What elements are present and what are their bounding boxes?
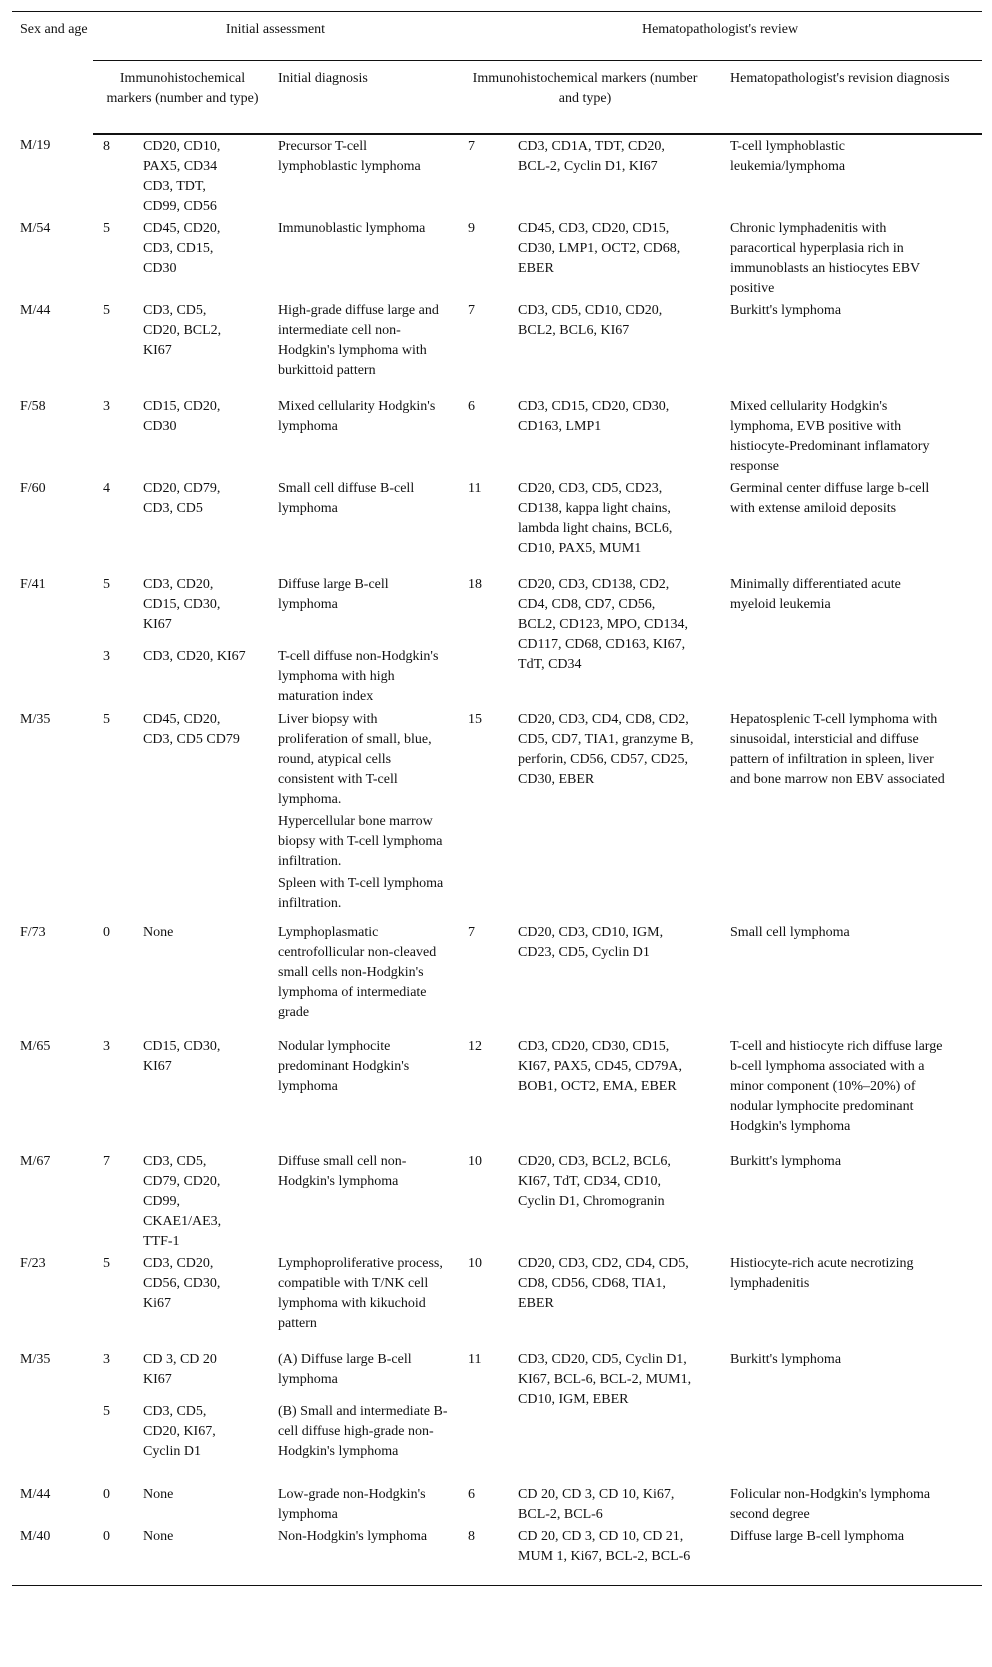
- cell-initial-marker-count: [93, 708, 143, 921]
- cell-review-marker-count: 7: [468, 303, 476, 318]
- initial-diagnosis: Diffuse small cell non-Hodgkin's lymphoma: [278, 1154, 407, 1189]
- table-row: [12, 395, 982, 477]
- initial-markers: CD3, CD5, CD79, CD20, CD99, CKAE1/AE3, TTF-1: [143, 1154, 222, 1249]
- initial-diagnosis: Lymphoproliferative process, compatible with T/NK cell lymphoma with kikuchoid pattern: [278, 1256, 443, 1331]
- initial-marker-count: 0: [103, 1529, 110, 1544]
- initial-diagnosis: Immunoblastic lymphoma: [278, 221, 426, 236]
- header-initial-assessment: Initial assessment: [93, 12, 458, 61]
- initial-marker-count: 7: [103, 1154, 110, 1169]
- cell-initial-marker-count: [93, 1035, 143, 1150]
- cell-review-marker-count: 15: [468, 712, 483, 727]
- cell-sex-age: F/73: [20, 925, 46, 940]
- initial-diagnosis: Non-Hodgkin's lymphoma: [278, 1529, 428, 1544]
- table-row: [12, 1525, 982, 1585]
- cell-sex-age: M/54: [20, 221, 51, 236]
- initial-marker-count: 5: [103, 1404, 110, 1419]
- lymphoma-review-table: [12, 11, 982, 1586]
- cell-review-marker-count: 8: [468, 1529, 476, 1544]
- table-row: [12, 477, 982, 573]
- cell-review-markers: CD45, CD3, CD20, CD15, CD30, LMP1, OCT2, CD68, EBER: [518, 221, 681, 276]
- initial-markers: CD3, CD20, KI67: [143, 649, 246, 664]
- cell-initial-marker-count: [93, 134, 143, 217]
- cell-initial-marker-count: [93, 1252, 143, 1348]
- cell-sex-age: M/65: [20, 1039, 51, 1054]
- cell-initial-marker-count: [93, 299, 143, 395]
- cell-sex-age: M/67: [20, 1154, 51, 1169]
- initial-diagnosis: Small cell diffuse B-cell lymphoma: [278, 481, 415, 516]
- cell-revision-diagnosis: Burkitt's lymphoma: [730, 1154, 842, 1169]
- cell-review-markers: CD20, CD3, BCL2, BCL6, KI67, TdT, CD34, CD10, Cyclin D1, Chromogranin: [518, 1154, 671, 1209]
- initial-diagnosis: Low-grade non-Hodgkin's lymphoma: [278, 1487, 426, 1522]
- cell-review-marker-count: 6: [468, 399, 476, 414]
- cell-initial-markers: [143, 1035, 268, 1150]
- cell-revision-diagnosis: Chronic lymphadenitis with paracortical hyperplasia rich in immunoblasts an histiocytes EBV positive: [730, 221, 920, 296]
- cell-revision-diagnosis: Hepatosplenic T-cell lymphoma with sinusoidal, intersticial and diffuse pattern of infiltration in spleen, liver and bone marrow non EBV associated: [730, 712, 945, 787]
- initial-markers: None: [143, 1529, 174, 1544]
- cell-initial-marker-count: [93, 395, 143, 477]
- initial-markers: CD3, CD20, CD15, CD30, KI67: [143, 577, 221, 632]
- initial-marker-count: 3: [103, 399, 110, 414]
- cell-revision-diagnosis: T-cell and histiocyte rich diffuse large b-cell lymphoma associated with a minor component (10%–20%) of nodular lymphocite predominant Hodgkin's lymphoma: [730, 1039, 943, 1134]
- initial-diagnosis: Diffuse large B-cell lymphoma: [278, 577, 389, 612]
- header-revision-diagnosis: Hematopathologist's revision diagnosis: [722, 61, 982, 135]
- cell-review-markers: CD 20, CD 3, CD 10, CD 21, MUM 1, Ki67, BCL-2, BCL-6: [518, 1529, 691, 1564]
- cell-review-markers: CD20, CD3, CD10, IGM, CD23, CD5, Cyclin D1: [518, 925, 664, 960]
- cell-initial-diagnosis: [268, 217, 458, 299]
- initial-diagnosis: Liver biopsy with proliferation of small, blue, round, atypical cells consistent with T-cell lymphoma.: [278, 712, 432, 807]
- cell-revision-diagnosis: Folicular non-Hodgkin's lymphoma second degree: [730, 1487, 931, 1522]
- header-ihc-markers-initial: Immunohistochemical markers (number and type): [93, 61, 268, 135]
- initial-markers: CD15, CD30, KI67: [143, 1039, 221, 1074]
- cell-initial-marker-count: [93, 1150, 143, 1252]
- initial-diagnosis-part: Hypercellular bone marrow biopsy with T-cell lymphoma infiltration.: [278, 814, 443, 869]
- initial-diagnosis: (A) Diffuse large B-cell lymphoma: [278, 1352, 412, 1387]
- cell-initial-diagnosis: [268, 1252, 458, 1348]
- cell-revision-diagnosis: T-cell lymphoblastic leukemia/lymphoma: [730, 139, 846, 174]
- cell-initial-marker-count: [93, 1483, 143, 1525]
- cell-revision-diagnosis: Burkitt's lymphoma: [730, 1352, 842, 1367]
- initial-marker-count: 5: [103, 221, 110, 236]
- cell-initial-markers: [143, 708, 268, 921]
- cell-review-marker-count: 10: [468, 1256, 483, 1271]
- initial-marker-count: 3: [103, 1352, 110, 1367]
- cell-review-marker-count: 10: [468, 1154, 483, 1169]
- cell-review-markers: CD20, CD3, CD5, CD23, CD138, kappa light chains, lambda light chains, BCL6, CD10, PAX5, MUM1: [518, 481, 673, 556]
- cell-revision-diagnosis: Histiocyte-rich acute necrotizing lymphadenitis: [730, 1256, 914, 1291]
- table-row: [12, 1150, 982, 1252]
- header-ihc-markers-review: Immunohistochemical markers (number and type): [458, 61, 722, 135]
- cell-sex-age: M/35: [20, 1352, 51, 1367]
- header-initial-diagnosis: Initial diagnosis: [268, 61, 458, 135]
- cell-review-marker-count: 12: [468, 1039, 483, 1054]
- cell-revision-diagnosis: Mixed cellularity Hodgkin's lymphoma, EVB positive with histiocyte-Predominant inflamatory response: [730, 399, 930, 474]
- cell-initial-diagnosis: [268, 708, 458, 921]
- initial-marker-count: 4: [103, 481, 110, 496]
- cell-revision-diagnosis: Germinal center diffuse large b-cell with extense amiloid deposits: [730, 481, 930, 516]
- cell-initial-marker-count: [93, 1525, 143, 1585]
- initial-diagnosis: Precursor T-cell lymphoblastic lymphoma: [278, 139, 421, 174]
- cell-sex-age: F/60: [20, 481, 46, 496]
- header-hematopathologist-review: Hematopathologist's review: [458, 12, 982, 61]
- initial-markers: CD20, CD10, PAX5, CD34 CD3, TDT, CD99, CD56: [143, 139, 221, 214]
- table-row: [12, 217, 982, 299]
- cell-initial-markers: [143, 573, 268, 708]
- table-body: [12, 134, 982, 1585]
- cell-initial-marker-count: [93, 477, 143, 573]
- cell-sex-age: M/40: [20, 1529, 51, 1544]
- initial-diagnosis: (B) Small and intermediate B-cell diffuse high-grade non-Hodgkin's lymphoma: [278, 1404, 448, 1459]
- initial-diagnosis-part: Spleen with T-cell lymphoma infiltration.: [278, 876, 444, 911]
- cell-sex-age: M/35: [20, 712, 51, 727]
- table-row: [12, 134, 982, 217]
- initial-marker-count: 5: [103, 1256, 110, 1271]
- table-row: [12, 1252, 982, 1348]
- cell-initial-diagnosis: [268, 395, 458, 477]
- cell-initial-diagnosis: [268, 299, 458, 395]
- cell-initial-diagnosis: [268, 1035, 458, 1150]
- initial-marker-count: 8: [103, 139, 110, 154]
- cell-review-markers: CD20, CD3, CD2, CD4, CD5, CD8, CD56, CD68, TIA1, EBER: [518, 1256, 689, 1311]
- cell-review-marker-count: 18: [468, 577, 483, 592]
- cell-review-markers: CD3, CD15, CD20, CD30, CD163, LMP1: [518, 399, 670, 434]
- cell-initial-markers: [143, 1150, 268, 1252]
- table-row: [12, 299, 982, 395]
- cell-initial-diagnosis: [268, 1150, 458, 1252]
- initial-diagnosis: T-cell diffuse non-Hodgkin's lymphoma with high maturation index: [278, 649, 439, 704]
- cell-initial-marker-count: [93, 573, 143, 708]
- cell-review-markers: CD3, CD1A, TDT, CD20, BCL-2, Cyclin D1, KI67: [518, 139, 665, 174]
- cell-initial-markers: [143, 395, 268, 477]
- cell-revision-diagnosis: Small cell lymphoma: [730, 925, 850, 940]
- cell-initial-markers: [143, 1525, 268, 1585]
- table-row: [12, 573, 982, 708]
- cell-initial-markers: [143, 1252, 268, 1348]
- cell-review-markers: CD3, CD5, CD10, CD20, BCL2, BCL6, KI67: [518, 303, 663, 338]
- cell-initial-markers: [143, 477, 268, 573]
- cell-initial-markers: [143, 299, 268, 395]
- cell-sex-age: F/58: [20, 399, 46, 414]
- initial-markers: CD45, CD20, CD3, CD15, CD30: [143, 221, 221, 276]
- cell-initial-marker-count: [93, 1348, 143, 1483]
- cell-review-marker-count: 9: [468, 221, 476, 236]
- initial-markers: CD20, CD79, CD3, CD5: [143, 481, 221, 516]
- cell-initial-marker-count: [93, 921, 143, 1035]
- initial-marker-count: 0: [103, 1487, 110, 1502]
- cell-review-markers: CD3, CD20, CD5, Cyclin D1, KI67, BCL-6, BCL-2, MUM1, CD10, IGM, EBER: [518, 1352, 692, 1407]
- cell-review-markers: CD 20, CD 3, CD 10, Ki67, BCL-2, BCL-6: [518, 1487, 675, 1522]
- cell-review-markers: CD20, CD3, CD4, CD8, CD2, CD5, CD7, TIA1, granzyme B, perforin, CD56, CD57, CD25, CD30, EBER: [518, 712, 694, 787]
- initial-marker-count: 5: [103, 303, 110, 318]
- initial-marker-count: 5: [103, 712, 110, 727]
- table-row: [12, 1035, 982, 1150]
- cell-initial-diagnosis: [268, 1483, 458, 1525]
- table-row: [12, 708, 982, 921]
- table-header: [12, 12, 982, 135]
- cell-initial-diagnosis: [268, 573, 458, 708]
- cell-sex-age: F/23: [20, 1256, 46, 1271]
- initial-marker-count: 0: [103, 925, 110, 940]
- cell-initial-markers: [143, 921, 268, 1035]
- initial-markers: None: [143, 925, 174, 940]
- cell-sex-age: M/44: [20, 303, 51, 318]
- table-row: [12, 1348, 982, 1483]
- cell-initial-markers: [143, 134, 268, 217]
- initial-markers: CD45, CD20, CD3, CD5 CD79: [143, 712, 240, 747]
- initial-marker-count: 3: [103, 649, 110, 664]
- cell-review-marker-count: 11: [468, 1352, 482, 1367]
- initial-diagnosis: High-grade diffuse large and intermediate cell non-Hodgkin's lymphoma with burkittoid pattern: [278, 303, 439, 378]
- cell-revision-diagnosis: Diffuse large B-cell lymphoma: [730, 1529, 905, 1544]
- cell-review-marker-count: 7: [468, 139, 476, 154]
- cell-initial-markers: [143, 1483, 268, 1525]
- cell-review-markers: CD20, CD3, CD138, CD2, CD4, CD8, CD7, CD56, BCL2, CD123, MPO, CD134, CD117, CD68, CD163, KI67, TdT, CD34: [518, 577, 688, 672]
- cell-review-marker-count: 6: [468, 1487, 476, 1502]
- cell-initial-markers: [143, 1348, 268, 1483]
- cell-review-markers: CD3, CD20, CD30, CD15, KI67, PAX5, CD45, CD79A, BOB1, OCT2, EMA, EBER: [518, 1039, 683, 1094]
- table-row: [12, 1483, 982, 1525]
- initial-markers: CD15, CD20, CD30: [143, 399, 221, 434]
- initial-marker-count: 3: [103, 1039, 110, 1054]
- cell-initial-markers: [143, 217, 268, 299]
- initial-diagnosis: Mixed cellularity Hodgkin's lymphoma: [278, 399, 436, 434]
- initial-markers: None: [143, 1487, 174, 1502]
- cell-revision-diagnosis: Burkitt's lymphoma: [730, 303, 842, 318]
- cell-initial-diagnosis: [268, 477, 458, 573]
- cell-review-marker-count: 11: [468, 481, 482, 496]
- cell-sex-age: F/41: [20, 577, 46, 592]
- cell-sex-age: M/44: [20, 1487, 51, 1502]
- initial-markers: CD 3, CD 20 KI67: [143, 1352, 217, 1387]
- cell-initial-diagnosis: [268, 134, 458, 217]
- cell-review-marker-count: 7: [468, 925, 476, 940]
- initial-markers: CD3, CD5, CD20, KI67, Cyclin D1: [143, 1404, 216, 1459]
- initial-markers: CD3, CD20, CD56, CD30, Ki67: [143, 1256, 221, 1311]
- initial-diagnosis: Lymphoplasmatic centrofollicular non-cleaved small cells non-Hodgkin's lymphoma of intermediate grade: [278, 925, 437, 1020]
- cell-initial-diagnosis: [268, 921, 458, 1035]
- initial-markers: CD3, CD5, CD20, BCL2, KI67: [143, 303, 222, 358]
- cell-revision-diagnosis: Minimally differentiated acute myeloid leukemia: [730, 577, 901, 612]
- header-sex-age: Sex and age: [20, 22, 88, 37]
- cell-initial-diagnosis: [268, 1348, 458, 1483]
- initial-diagnosis: Nodular lymphocite predominant Hodgkin's lymphoma: [278, 1039, 410, 1094]
- initial-marker-count: 5: [103, 577, 110, 592]
- table-row: [12, 921, 982, 1035]
- cell-initial-diagnosis: [268, 1525, 458, 1585]
- cell-initial-marker-count: [93, 217, 143, 299]
- cell-sex-age: M/19: [20, 138, 51, 153]
